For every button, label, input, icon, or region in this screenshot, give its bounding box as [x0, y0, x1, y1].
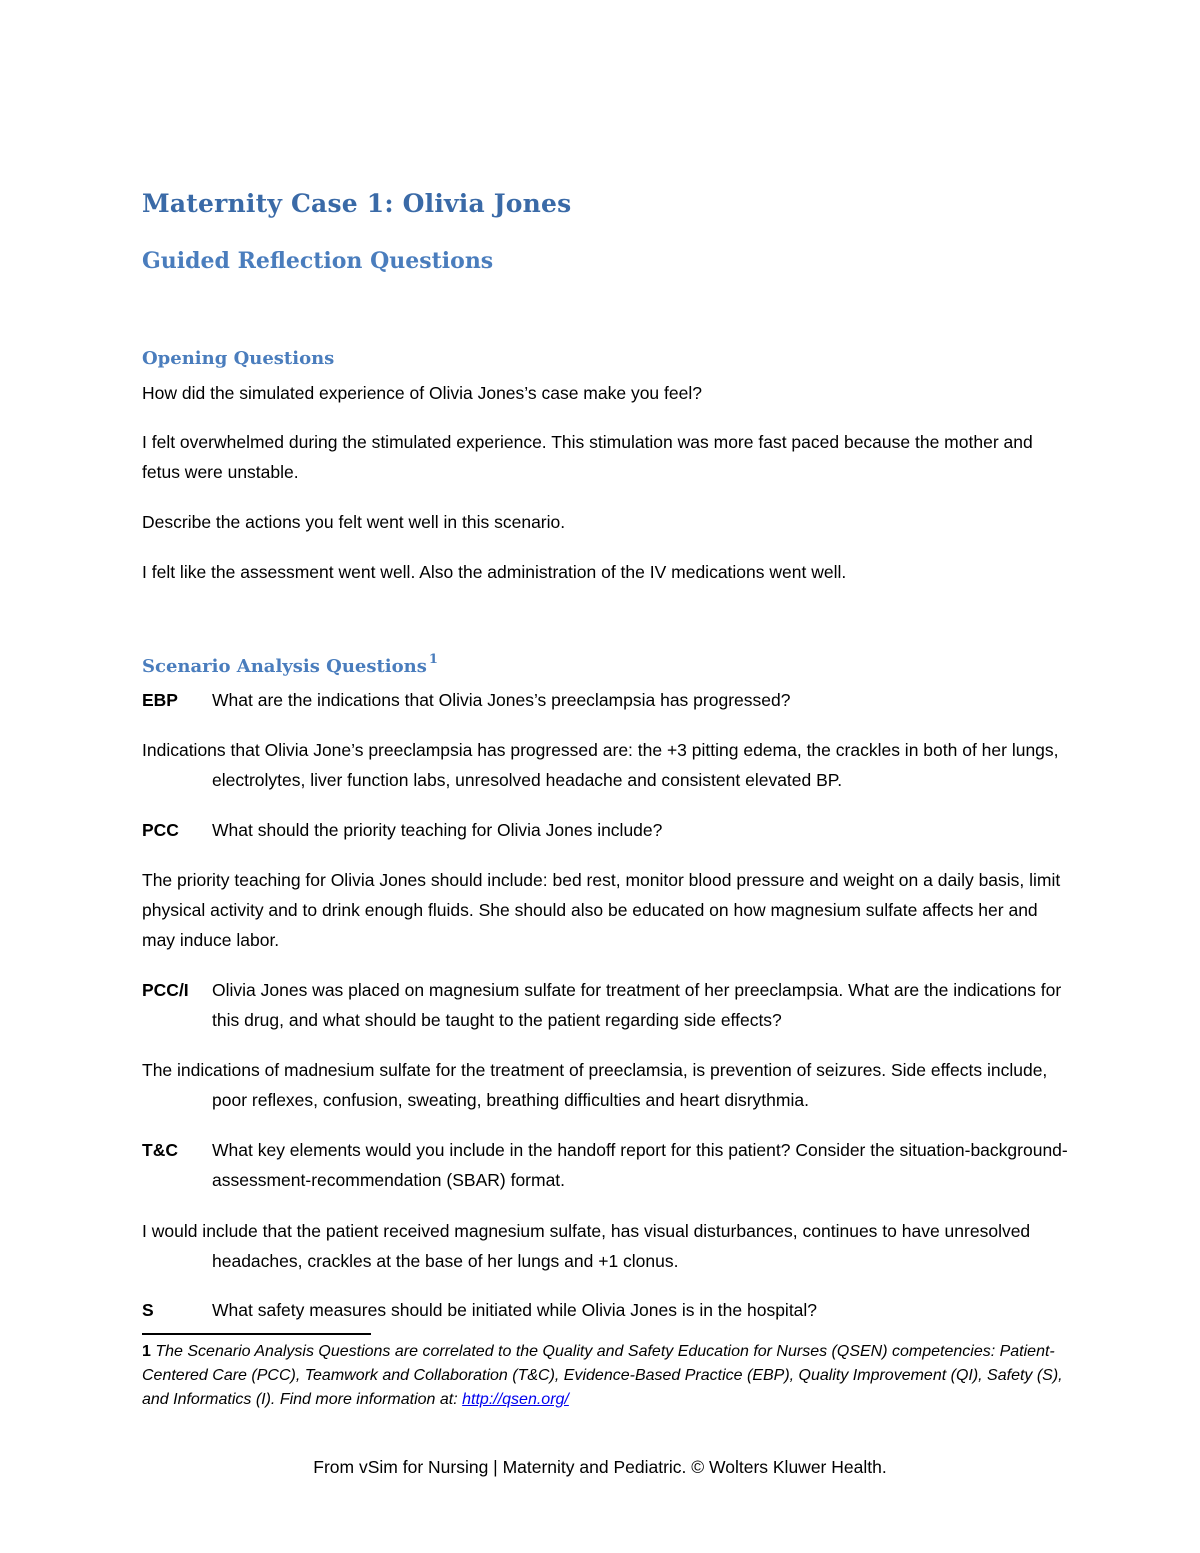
question-row-pcc-i — [142, 975, 1072, 1035]
question-row-s — [142, 1295, 1072, 1325]
footnote-number: 1 — [142, 1343, 151, 1360]
footnote-divider — [142, 1333, 371, 1335]
footnote-text: The Scenario Analysis Questions are correlated to the Quality and Safety Education for Nurses (QSEN) competencies: Patient-Centered Care (PCC), Teamwork and Collaboration (T&C), Evidence-Based Practice (EBP), Quality Improvement (QI), Safety (S), and Informatics (I). Find more information at: — [142, 1343, 1063, 1408]
opening-answer-2: I felt like the assessment went well. Also the administration of the IV medications went well. — [142, 562, 847, 582]
competency-tag: S — [142, 1300, 154, 1320]
question-text: What safety measures should be initiated while Olivia Jones is in the hospital? — [212, 1300, 818, 1320]
opening-answer-1: I felt overwhelmed during the stimulated experience. This stimulation was more fast paced because the mother and fetus were unstable. — [142, 432, 1033, 482]
opening-question-2: Describe the actions you felt went well in this scenario. — [142, 512, 566, 532]
question-row-pcc — [142, 815, 1072, 845]
scenario-analysis-heading — [142, 654, 438, 677]
answer-tc: I would include that the patient received magnesium sulfate, has visual disturbances, continues to have unresolved headaches, crackles at the base of her lungs and +1 clonus. — [142, 1221, 1031, 1271]
document-subtitle: Guided Reflection Questions — [142, 248, 494, 274]
document-title: Maternity Case 1: Olivia Jones — [142, 189, 572, 218]
answer-pcc-i: The indications of madnesium sulfate for the treatment of preeclamsia, is prevention of seizures. Side effects include, poor reflexes, confusion, sweating, breathing difficulties and heart disrythmia. — [142, 1060, 1048, 1110]
question-text: What should the priority teaching for Olivia Jones include? — [212, 820, 663, 840]
answer-ebp: Indications that Olivia Jone’s preeclampsia has progressed are: the +3 pitting edema, the crackles in both of her lungs, electrolytes, liver function labs, unresolved headache and consistent elevated BP. — [142, 740, 1059, 790]
footnote — [142, 1340, 1072, 1412]
question-text: Olivia Jones was placed on magnesium sulfate for treatment of her preeclampsia. What are the indications for this drug, and what should be taught to the patient regarding side effects? — [212, 980, 1062, 1030]
scenario-analysis-heading-text: Scenario Analysis Questions — [142, 656, 427, 677]
footnote-reference[interactable]: 1 — [428, 652, 438, 667]
answer-pcc: The priority teaching for Olivia Jones should include: bed rest, monitor blood pressure and weight on a daily basis, limit physical activity and to drink enough fluids. She should also be educated on how magnesium sulfate affects her and may induce labor. — [142, 870, 1061, 950]
opening-question-1: How did the simulated experience of Olivia Jones’s case make you feel? — [142, 383, 702, 403]
competency-tag: T&C — [142, 1140, 178, 1160]
competency-tag: PCC/I — [142, 980, 189, 1000]
competency-tag: EBP — [142, 690, 178, 710]
question-row-ebp — [142, 685, 1072, 715]
qsen-link[interactable]: http://qsen.org/ — [462, 1391, 569, 1408]
question-text: What are the indications that Olivia Jones’s preeclampsia has progressed? — [212, 690, 791, 710]
page-footer: From vSim for Nursing | Maternity and Pediatric. © Wolters Kluwer Health. — [313, 1457, 887, 1477]
question-text: What key elements would you include in the handoff report for this patient? Consider the situation-background-assessment-recommendation (SBAR) format. — [212, 1140, 1068, 1190]
question-row-tc — [142, 1135, 1072, 1195]
competency-tag: PCC — [142, 820, 179, 840]
opening-questions-heading: Opening Questions — [142, 348, 335, 369]
